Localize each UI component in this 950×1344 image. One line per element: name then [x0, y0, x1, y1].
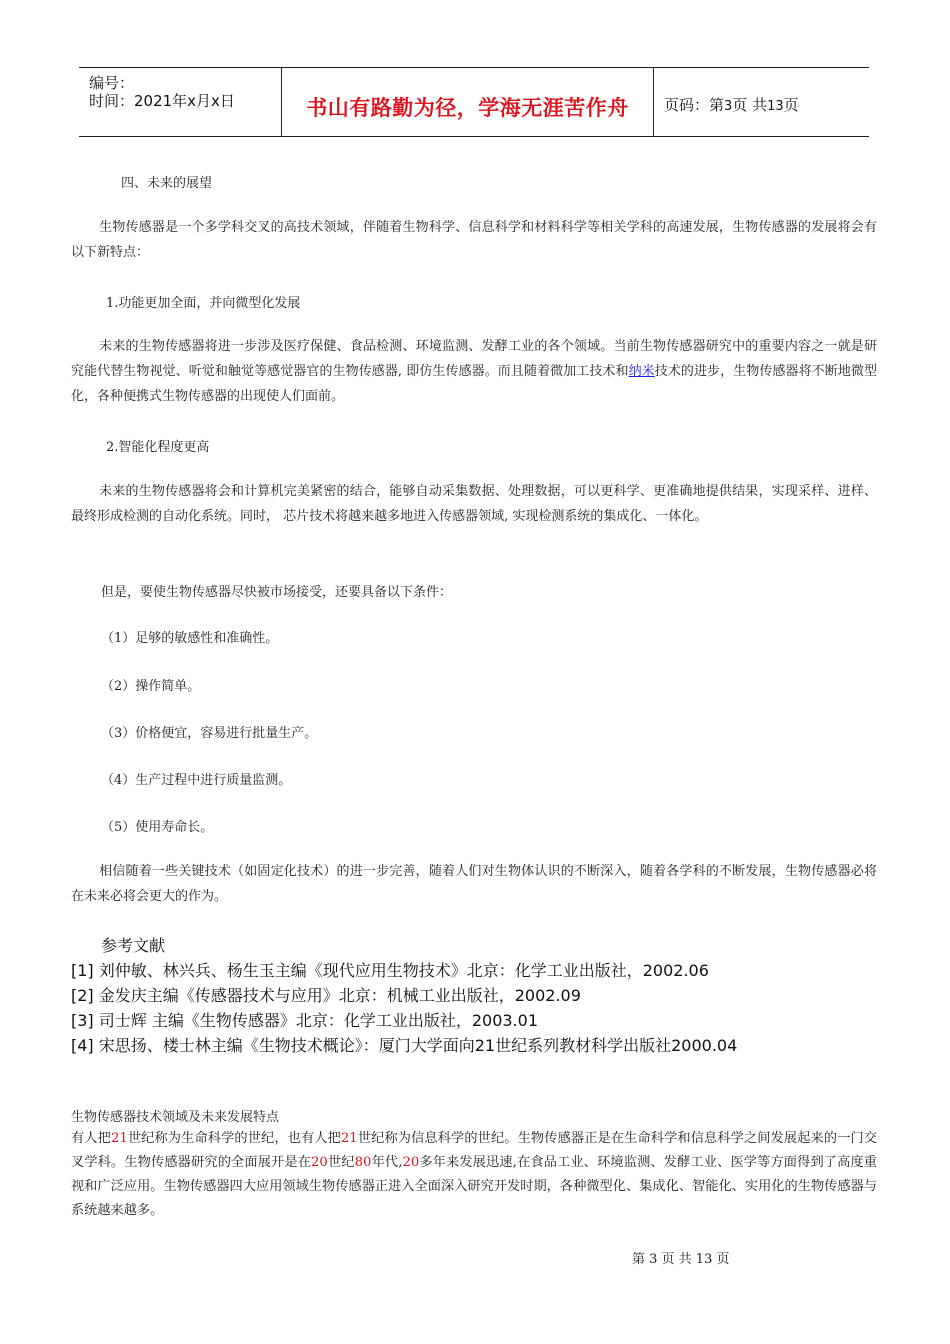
page-indicator: 页码：第3页 共13页	[664, 96, 799, 114]
intro-paragraph: 生物传感器是一个多学科交叉的高技术领域，伴随着生物科学、信息科学和材料科学等相关学科的高速发展，生物传感器的发展将会有以下新特点：	[71, 220, 877, 260]
page-header	[79, 67, 869, 137]
reference-item: [4] 宋思扬、楼士林主编《生物技术概论》：厦门大学面向21世纪系列教材科学出版社2000.04	[71, 1036, 738, 1055]
conclusion-paragraph: 相信随着一些关键技术（如固定化技术）的进一步完善，随着人们对生物体认识的不断深入，随着各学科的不断发展，生物传感器必将在未来必将会更大的作为。	[71, 864, 877, 904]
condition-item: （3）价格便宜，容易进行批量生产。	[101, 726, 318, 741]
point1-title: 1.功能更加全面，并向微型化发展	[106, 296, 301, 311]
condition-item: （2）操作简单。	[101, 679, 201, 694]
reference-item: [3] 司士辉 主编《生物传感器》北京：化学工业出版社，2003.01	[71, 1011, 539, 1030]
page-footer: 第 3 页 共 13 页	[632, 1252, 730, 1267]
references-title: 参考文献	[101, 936, 166, 955]
point1-paragraph: 未来的生物传感器将进一步涉及医疗保健、食品检测、环境监测、发酵工业的各个领域。当前生物传感器研究中的重要内容之一就是研究能代替生物视觉、听觉和触觉等感觉器官的生物传感器, 即仿生传感器。而且随着微加工技术和纳米技术的进步，生物传感器将不断地微型化，各种便携式生物传感器的出现使人们面前。	[71, 339, 877, 404]
conditions-intro: 但是，要使生物传感器尽快被市场接受，还要具备以下条件：	[101, 585, 453, 600]
point2-title: 2.智能化程度更高	[106, 440, 210, 455]
condition-item: （1）足够的敏感性和准确性。	[101, 631, 279, 646]
reference-item: [2] 金发庆主编《传感器技术与应用》北京：机械工业出版社，2002.09	[71, 986, 581, 1005]
nano-link[interactable]: 纳米	[628, 364, 655, 379]
reference-item: [1] 刘仲敏、林兴兵、杨生玉主编《现代应用生物技术》北京：化学工业出版社，2002.06	[71, 961, 709, 980]
header-meta-cell	[79, 68, 282, 136]
header-motto-cell	[282, 68, 654, 136]
condition-item: （5）使用寿命长。	[101, 820, 214, 835]
doc-time-label: 时间：2021年x月x日	[89, 92, 235, 110]
extra-title: 生物传感器技术领域及未来发展特点	[71, 1110, 280, 1125]
header-page-cell	[654, 68, 869, 136]
extra-paragraph: 有人把21世纪称为生命科学的世纪，也有人把21世纪称为信息科学的世纪。生物传感器正是在生命科学和信息科学之间发展起来的一门交叉学科。生物传感器研究的全面展开是在20世纪80年代,20多年来发展迅速,在食品工业、环境监测、发酵工业、医学等方面得到了高度重视和广泛应用。生物传感器四大应用领域生物传感器正进入全面深入研究开发时期，各种微型化、集成化、智能化、实用化的生物传感器与系统越来越多。	[71, 1131, 878, 1218]
point2-paragraph: 未来的生物传感器将会和计算机完美紧密的结合，能够自动采集数据、处理数据，可以更科学、更准确地提供结果，实现采样、进样、最终形成检测的自动化系统。同时， 芯片技术将越来越多地进入传感器领域, 实现检测系统的集成化、一体化。	[71, 484, 877, 524]
condition-item: （4）生产过程中进行质量监测。	[101, 773, 292, 788]
doc-number-label: 编号：	[89, 74, 135, 92]
section-title: 四、未来的展望	[121, 176, 213, 191]
header-motto: 书山有路勤为径，学海无涯苦作舟	[306, 96, 629, 120]
